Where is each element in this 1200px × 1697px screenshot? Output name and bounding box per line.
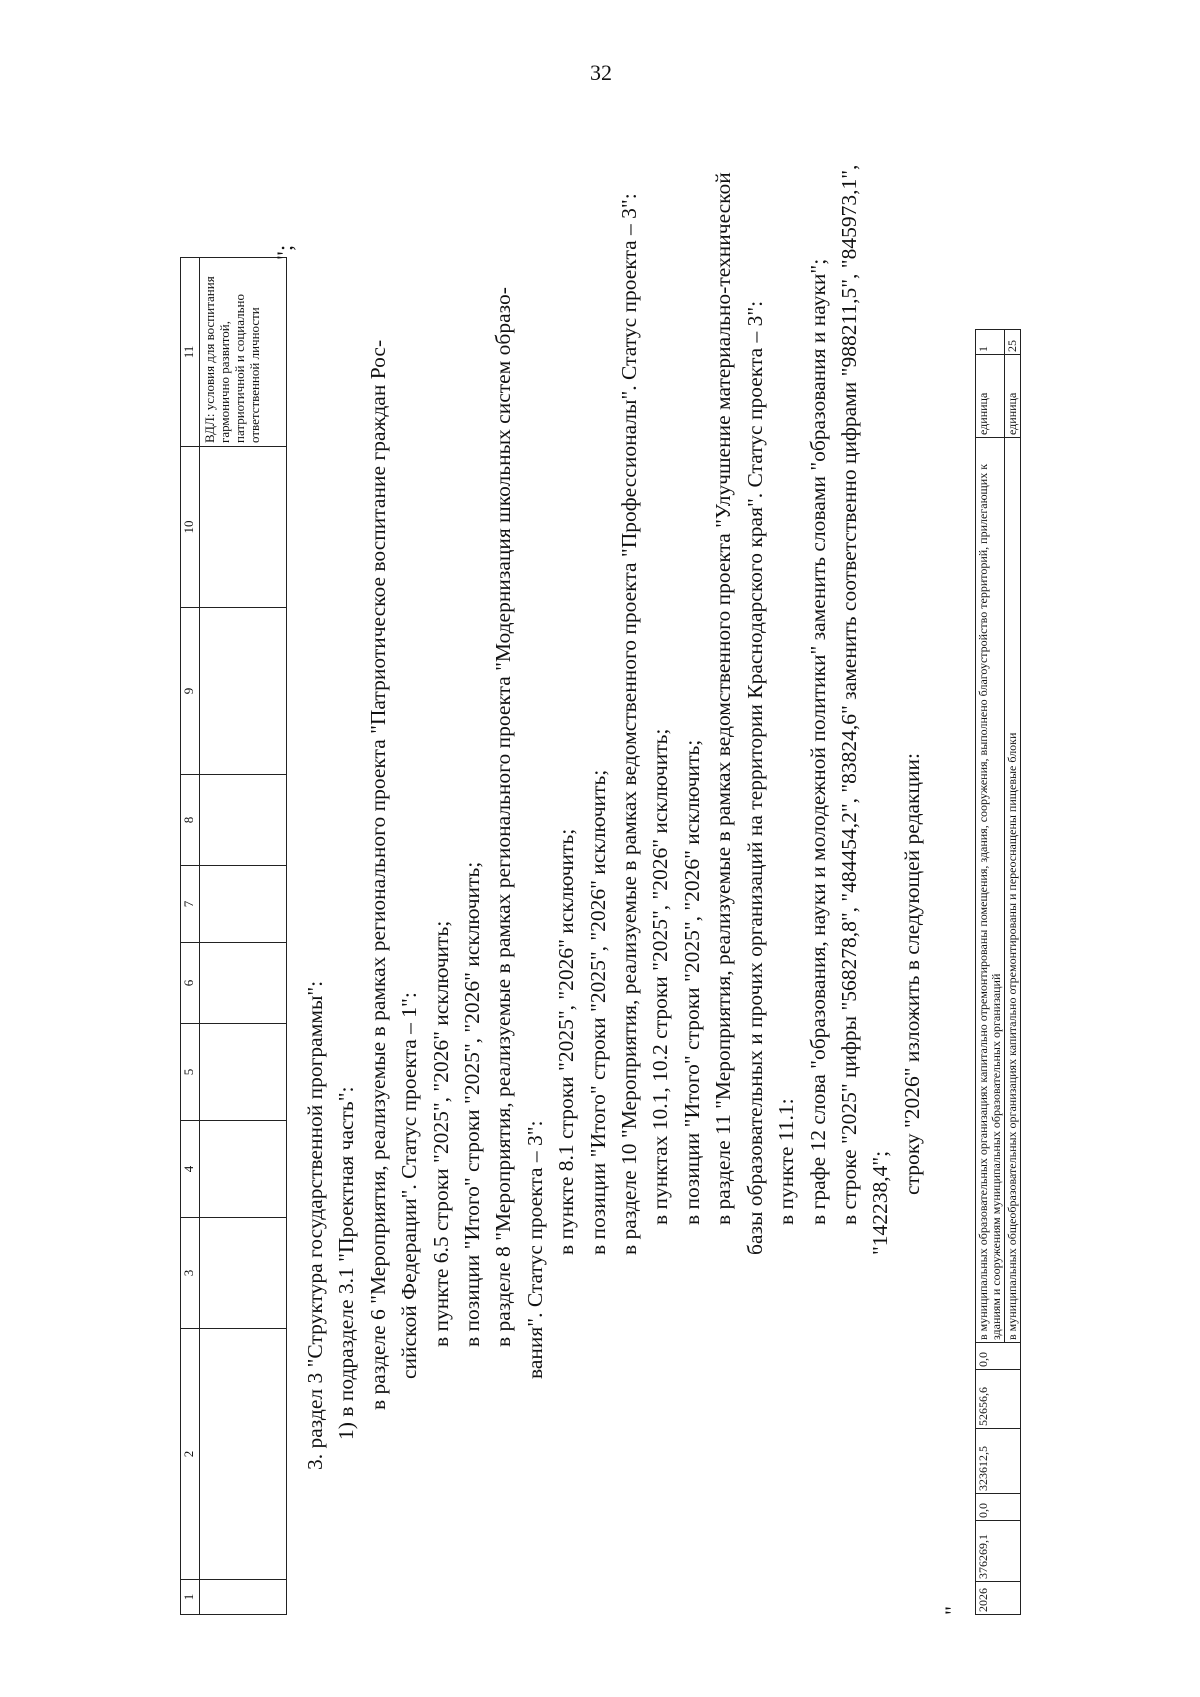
body-cell-11-goal: ВДЛ: условия для воспитания гармонично развитой, патриотичной и социально ответственной личности [200,258,287,447]
text-line: в пунктах 10.1, 10.2 строки "2025", "2026" исключить; [648,728,673,1225]
header-cell-10: 10 [181,447,200,608]
total-cell: 376269,1 [976,1521,1021,1582]
regional-cell: 323612,5 [976,1429,1021,1494]
text-line: 3. раздел 3 "Структура государственной программы": [303,980,327,1470]
top-table-body-row [200,258,287,1615]
table-closing-quote: "; [272,244,297,260]
text-line: строку "2026" изложить в следующей редакции: [899,753,924,1195]
header-cell-1: 1 [181,1580,200,1615]
text-line: в пункте 11.1: [774,1098,799,1225]
extra-cell: 0,0 [976,1343,1021,1370]
unit-cell: единица [1005,355,1021,438]
header-cell-2: 2 [181,1329,200,1580]
bottom-table-row-1 [976,330,1005,1615]
header-cell-11: 11 [181,258,200,447]
body-cell-8 [200,775,287,866]
unit-cell: единица [976,355,1005,438]
text-line: в позиции "Итого" строки "2025", "2026" исключить; [585,769,610,1255]
text-line: в позиции "Итого" строки "2025", "2026" исключить; [679,739,704,1225]
header-cell-5: 5 [181,1024,200,1121]
text-line: "142238,4"; [868,1150,893,1255]
value-cell: 1 [976,330,1005,355]
amendment-text [300,164,928,1615]
header-cell-8: 8 [181,775,200,866]
header-cell-3: 3 [181,1218,200,1329]
body-cell-6 [200,943,287,1024]
text-line: 1) в подразделе 3.1 "Проектная часть": [334,1086,359,1440]
body-cell-1 [200,1580,287,1615]
year-cell: 2026 [976,1582,1021,1615]
body-cell-10 [200,447,287,608]
text-line: в разделе 8 "Мероприятия, реализуемые в рамках регионального проекта "Модернизация школьных систем образо- [491,287,516,1347]
header-cell-9: 9 [181,608,200,775]
text-line: в строке "2025" цифры "568278,8", "484454,2", "83824,6" заменить соответственно цифрами "988211,5", "845973,1", [836,164,861,1225]
page-number: 32 [590,60,612,85]
text-line: в разделе 10 "Мероприятия, реализуемые в рамках ведомственного проекта "Профессионалы". Статус проекта – 3": [617,193,642,1255]
local-cell: 52656,6 [976,1370,1021,1429]
top-table-header-row [181,258,200,1615]
body-cell-5 [200,1024,287,1121]
result-description: в муниципальных образовательных организациях капитально отремонтированы помещения, здания, сооружения, выполнено благоустройство территорий, прилегающих к зданиям и сооружениям муниципальных образовательных организаций [976,438,1005,1343]
text-line: в позиции "Итого" строки "2025", "2026" исключить; [460,861,485,1347]
text-line: базы образовательных и прочих организаций на территории Краснодарского края". Статус проекта – 3": [742,300,767,1255]
body-cell-4 [200,1121,287,1218]
text-line: в графе 12 слова "образования, науки и молодежной политики" заменить словами "образования и науки"; [805,258,830,1225]
header-cell-7: 7 [181,866,200,943]
body-cell-3 [200,1218,287,1329]
result-description: в муниципальных общеобразовательных организациях капитально отремонтированы и переоснащены пищевые блоки [1005,438,1021,1343]
body-cell-2 [200,1329,287,1580]
text-line: в пункте 8.1 строки "2025", "2026" исключить; [554,828,579,1255]
header-cell-6: 6 [181,943,200,1024]
open-quote: " [940,1606,965,1615]
federal-cell: 0,0 [976,1494,1021,1521]
text-line: сийской Федерации". Статус проекта – 1": [397,992,422,1379]
text-line: в разделе 6 "Мероприятия, реализуемые в рамках регионального проекта "Патриотическое воспитание граждан Рос- [365,339,390,1410]
body-cell-7 [200,866,287,943]
text-line: в пункте 6.5 строки "2025", "2026" исключить; [428,920,453,1347]
body-cell-9 [200,608,287,775]
text-line: вания". Статус проекта – 3": [522,1120,547,1379]
header-cell-4: 4 [181,1121,200,1218]
text-line: в разделе 11 "Мероприятия, реализуемые в рамках ведомственного проекта "Улучшение материально-технической [711,172,736,1225]
rotated-landscape-content [180,115,1130,1615]
top-table [180,257,287,1615]
value-cell: 25 [1005,330,1021,355]
bottom-table [975,329,1021,1615]
